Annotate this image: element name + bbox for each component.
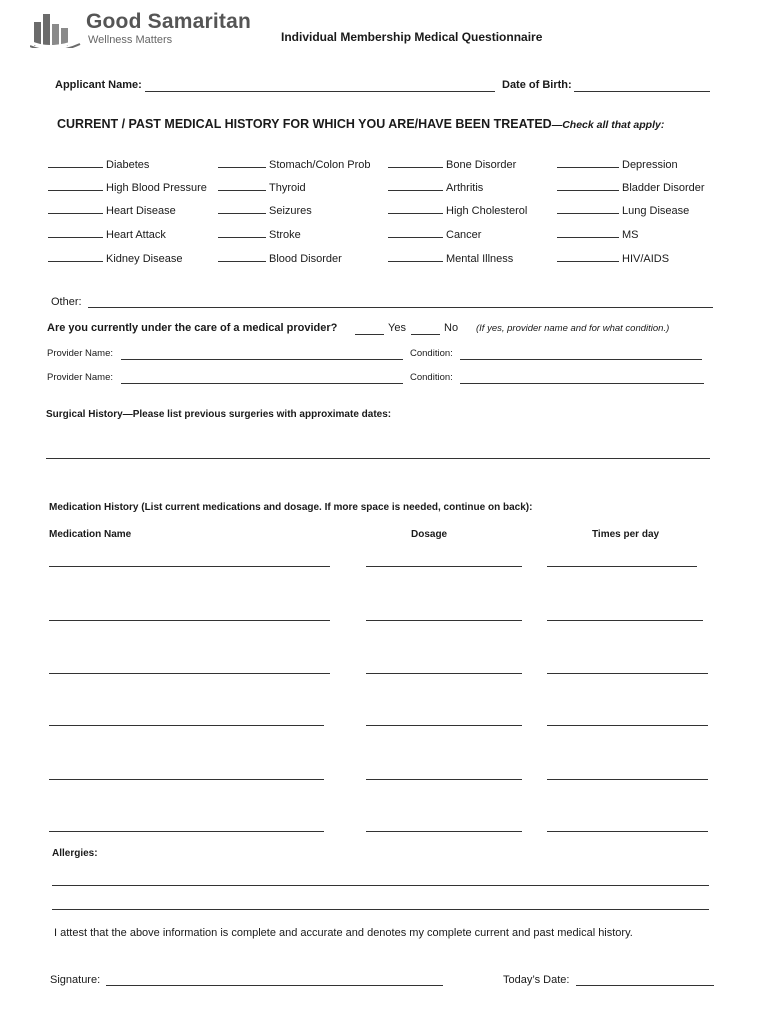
allergies-field[interactable] [52,909,709,910]
condition-field[interactable] [460,383,704,384]
condition-item [388,179,483,194]
logo [30,10,260,50]
provider-name-label: Provider Name: [47,348,113,359]
condition-label: Depression [622,159,678,171]
dosage-field[interactable] [366,831,522,832]
provider-yes-field[interactable] [355,334,384,335]
condition-check-field[interactable] [388,179,443,191]
condition-label: Diabetes [106,159,150,171]
condition-label: Condition: [410,348,453,359]
surgical-history-label: Surgical History—Please list previous surgeries with approximate dates: [46,409,392,420]
other-field[interactable] [88,307,713,308]
history-heading-suffix: —Check all that apply: [551,119,665,131]
condition-check-field[interactable] [48,202,103,214]
medication-name-field[interactable] [49,831,324,832]
condition-check-field[interactable] [218,202,266,214]
provider-no-field[interactable] [411,334,440,335]
condition-item [388,156,516,171]
condition-item [388,202,527,217]
condition-label: Kidney Disease [106,253,183,265]
brand-name: Good Samaritan [86,10,251,33]
history-heading [57,117,664,131]
medication-name-field[interactable] [49,725,324,726]
condition-check-field[interactable] [218,179,266,191]
condition-check-field[interactable] [48,226,103,238]
todays-date-field[interactable] [576,985,714,986]
provider-name-label: Provider Name: [47,372,113,383]
medication-name-field[interactable] [49,673,330,674]
dosage-field[interactable] [366,620,522,621]
condition-item [557,250,669,265]
condition-label: Lung Disease [622,205,690,217]
condition-label: Bladder Disorder [622,182,705,194]
condition-check-field[interactable] [48,179,103,191]
provider-name-field[interactable] [121,359,403,360]
allergies-label: Allergies: [52,848,98,859]
condition-label: Mental Illness [446,253,514,265]
condition-item [557,179,705,194]
condition-item [218,179,306,194]
condition-check-field[interactable] [48,156,103,168]
condition-check-field[interactable] [388,226,443,238]
condition-check-field[interactable] [388,250,443,262]
condition-label: Heart Attack [106,229,166,241]
condition-item [388,250,513,265]
condition-check-field[interactable] [557,226,619,238]
condition-item [388,226,481,241]
condition-label: Thyroid [269,182,306,194]
brand-tagline: Wellness Matters [88,34,173,46]
times-per-day-field[interactable] [547,779,708,780]
condition-check-field[interactable] [218,156,266,168]
condition-field[interactable] [460,359,702,360]
condition-item [218,202,312,217]
logo-mark-icon [30,12,82,48]
medication-name-field[interactable] [49,566,330,567]
medication-name-field[interactable] [49,620,330,621]
condition-check-field[interactable] [557,250,619,262]
medication-history-label: Medication History (List current medications and dosage. If more space is needed, continue on back): [49,502,533,513]
condition-label: Arthritis [446,182,484,194]
condition-label: Blood Disorder [269,253,342,265]
medication-name-header: Medication Name [49,529,132,540]
dosage-field[interactable] [366,779,522,780]
dosage-field[interactable] [366,725,522,726]
condition-label: High Blood Pressure [106,182,207,194]
dob-label: Date of Birth: [502,79,572,91]
dosage-header: Dosage [411,529,448,540]
condition-label: Cancer [446,229,482,241]
condition-item [48,156,149,171]
condition-check-field[interactable] [218,250,266,262]
dob-field[interactable] [574,91,710,92]
condition-item [218,226,301,241]
applicant-name-label: Applicant Name: [55,79,142,91]
condition-item [218,156,371,171]
dosage-field[interactable] [366,566,522,567]
condition-item [557,156,678,171]
provider-question: Are you currently under the care of a medical provider? [47,322,338,334]
form-title: Individual Membership Medical Questionnaire [281,30,543,44]
provider-yes-label: Yes [388,322,406,334]
condition-label: Condition: [410,372,453,383]
times-per-day-field[interactable] [547,831,708,832]
times-per-day-field[interactable] [547,673,708,674]
condition-item [48,202,176,217]
times-per-day-field[interactable] [547,620,703,621]
condition-item [48,226,166,241]
attestation-text: I attest that the above information is complete and accurate and denotes my complete current and past medical history. [54,927,633,939]
dosage-field[interactable] [366,673,522,674]
signature-field[interactable] [106,985,443,986]
condition-check-field[interactable] [388,156,443,168]
condition-check-field[interactable] [557,156,619,168]
condition-check-field[interactable] [48,250,103,262]
times-per-day-field[interactable] [547,725,708,726]
other-label: Other: [51,296,82,308]
condition-label: Bone Disorder [446,159,517,171]
condition-check-field[interactable] [557,179,619,191]
provider-no-label: No [444,322,459,334]
provider-name-field[interactable] [121,383,403,384]
condition-label: MS [622,229,639,241]
condition-check-field[interactable] [388,202,443,214]
medication-name-field[interactable] [49,779,324,780]
condition-item [48,179,207,194]
surgical-history-field[interactable] [46,458,710,459]
history-heading-text: CURRENT / PAST MEDICAL HISTORY FOR WHICH YOU ARE/HAVE BEEN TREATED [57,117,552,131]
condition-check-field[interactable] [218,226,266,238]
condition-label: Seizures [269,205,312,217]
times-per-day-header: Times per day [592,529,660,540]
applicant-name-field[interactable] [145,91,495,92]
condition-label: HIV/AIDS [622,253,670,265]
condition-item [48,250,182,265]
signature-label: Signature: [50,974,101,986]
condition-label: Stroke [269,229,301,241]
condition-label: Stomach/Colon Prob [269,159,371,171]
condition-item [557,202,689,217]
times-per-day-field[interactable] [547,566,697,567]
provider-note: (If yes, provider name and for what condition.) [476,323,670,334]
condition-check-field[interactable] [557,202,619,214]
condition-label: Heart Disease [106,205,176,217]
condition-item [557,226,639,241]
condition-item [218,250,342,265]
allergies-field[interactable] [52,885,709,886]
condition-label: High Cholesterol [446,205,528,217]
todays-date-label: Today’s Date: [503,974,570,986]
